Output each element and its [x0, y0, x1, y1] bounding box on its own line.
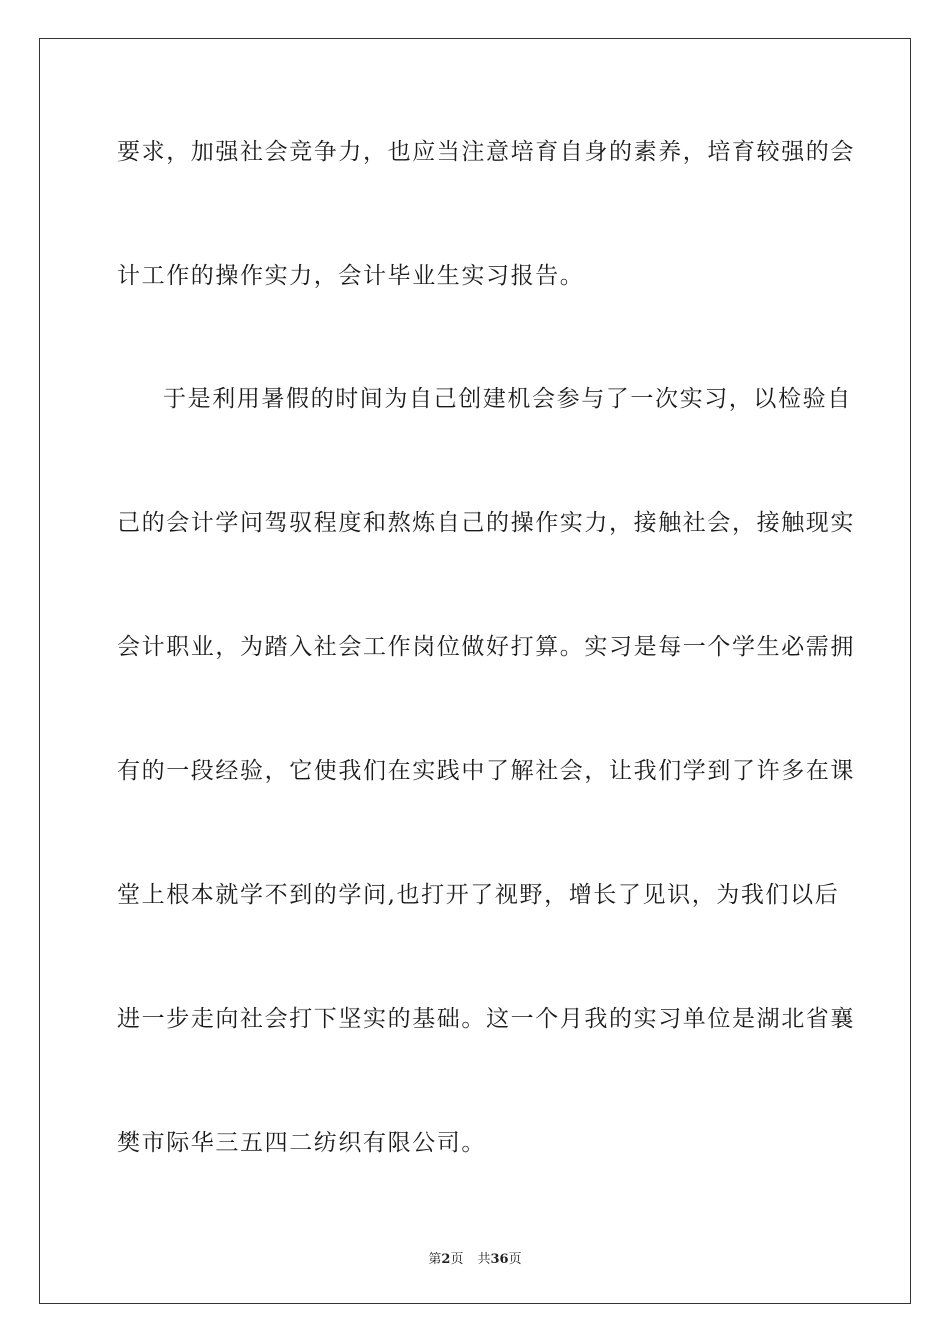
text-line-5: 会计职业，为踏入社会工作岗位做好打算。实习是每一个学生必需拥 — [117, 634, 855, 660]
text-line-2: 计工作的操作实力，会计毕业生实习报告。 — [117, 263, 585, 289]
page-prefix: 第 — [428, 1252, 442, 1267]
page-number: 2 — [441, 1252, 451, 1267]
total-suffix: 页 — [508, 1252, 522, 1267]
total-pages: 36 — [490, 1252, 509, 1267]
text-line-7: 堂上根本就学不到的学问,也打开了视野，增长了见识，为我们以后 — [117, 882, 840, 908]
total-prefix: 共 — [477, 1252, 491, 1267]
text-line-8: 进一步走向社会打下坚实的基础。这一个月我的实习单位是湖北省襄 — [117, 1006, 855, 1032]
text-line-6: 有的一段经验，它使我们在实践中了解社会，让我们学到了许多在课 — [117, 758, 855, 784]
text-line-1: 要求，加强社会竞争力，也应当注意培育自身的素养，培育较强的会 — [117, 139, 855, 165]
text-line-4: 己的会计学问驾驭程度和熬炼自己的操作实力，接触社会，接触现实 — [117, 510, 855, 536]
page-suffix: 页 — [450, 1252, 464, 1267]
text-line-3: 于是利用暑假的时间为自己创建机会参与了一次实习，以检验自 — [163, 386, 852, 412]
text-line-9: 樊市际华三五四二纺织有限公司。 — [117, 1130, 486, 1156]
page-footer — [0, 1248, 950, 1267]
page-border — [39, 38, 911, 1304]
